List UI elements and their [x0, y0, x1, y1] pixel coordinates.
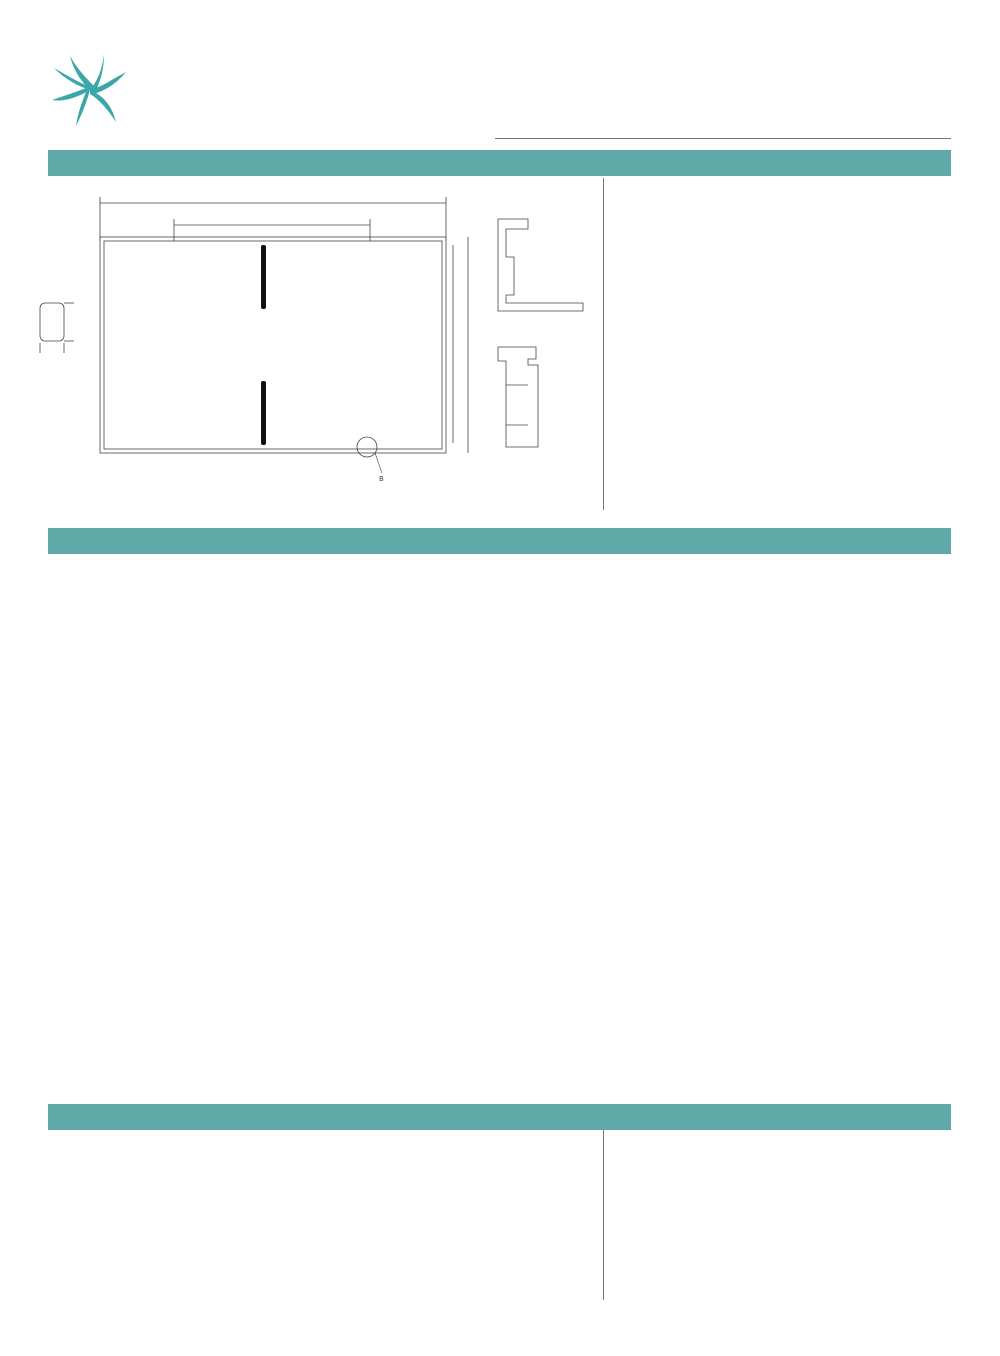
engineering-drawing — [28, 185, 598, 485]
packing-divider — [603, 1130, 604, 1300]
section-bar-top — [48, 150, 951, 176]
section-bar-bottom — [48, 1104, 951, 1130]
section-bar-performance — [48, 528, 951, 554]
panel-drawing — [28, 185, 598, 485]
pv-curve-chart — [330, 1160, 530, 1300]
title-rule — [495, 138, 951, 139]
spec-divider — [603, 178, 604, 510]
iv-curve-chart — [70, 1155, 270, 1300]
sun-logo-icon — [50, 52, 130, 128]
brand-logo — [50, 52, 130, 128]
svg-text:B: B — [379, 475, 384, 483]
